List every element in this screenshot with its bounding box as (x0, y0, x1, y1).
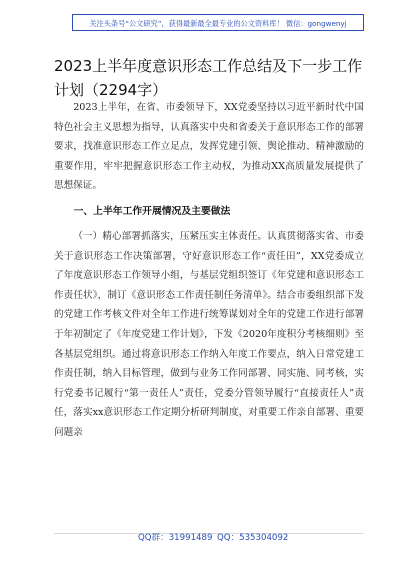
footer-qq-number: QQ：535304092 (217, 533, 289, 543)
footer (0, 530, 408, 546)
document-title: 2023上半年度意识形态工作总结及下一步工作计划（2294字） (54, 57, 363, 99)
footer-qq-group: QQ群：31991489 (138, 533, 213, 543)
document-body (54, 98, 364, 443)
intro-paragraph: 2023上半年，在省、市委领导下，XX党委坚持以习近平新时代中国特色社会主义思想为指导，认真落实中央和省委关于意识形态工作的部署要求，找准意识形态工作立足点，发挥党建引领、舆论推动、精神激励的重要作用，牢牢把握意识形态工作主动权，为推动XX高质量发展提供了思想保证。 (54, 102, 364, 192)
section-heading: 一、上半年工作开展情况及主要做法 (73, 205, 231, 217)
section-paragraph: （一）精心部署抓落实，压紧压实主体责任。认真贯彻落实省、市委关于意识形态工作决策部署，守好意识形态工作“责任田”，XX党委成立了年度意识形态工作领导小组，与基层党组织签订《年党建和意识形态工作责任状》，制订《意识形态工作责任制任务清单》。结合市委组织部下发的党建工作考核文件对全年工作进行统筹谋划对全年的党建工作进行部署于年初制定了《年度党建工作计划》，下发《2020年度积分考核细则》至各基层党组织。通过将意识形态工作纳入年度工作要点，纳入日常党建工作责任制，纳入目标管理，做到与业务工作同部署、同实施、同考核，实行党委书记履行“第一责任人”责任，党委分管领导履行“直接责任人”责任，落实xx意识形态工作定期分析研判制度，对重要工作亲自部署、重要问题亲 (54, 230, 364, 438)
promo-banner (72, 14, 364, 31)
promo-banner-text: 关注头条号“公文研究”，获得最新最全最专业的公文资料库！ 微信：gongwenyj (89, 19, 347, 28)
